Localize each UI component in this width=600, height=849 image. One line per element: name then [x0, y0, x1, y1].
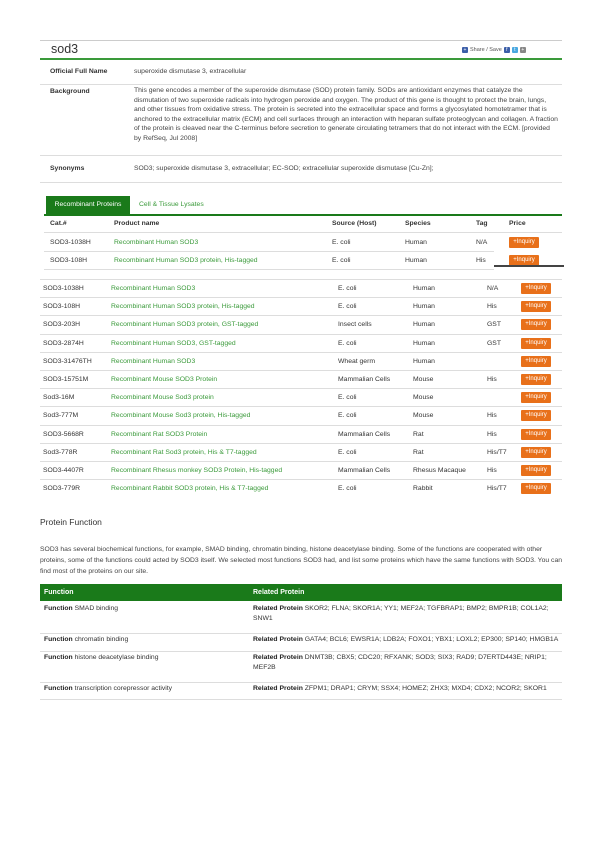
source-host: Mammalian Cells	[338, 430, 391, 438]
table-row	[40, 352, 562, 371]
cat-number: SOD3-108H	[43, 303, 81, 311]
synonyms-row	[40, 157, 562, 183]
function-row	[40, 684, 562, 700]
cat-number: SOD3-5668R	[43, 430, 84, 438]
product-name-link[interactable]: Recombinant Human SOD3 protein, GST-tagged	[111, 321, 259, 329]
tag: GST	[487, 321, 501, 329]
product-name-link[interactable]: Recombinant Human SOD3	[111, 357, 196, 365]
cat-number: SOD3-1038H	[50, 239, 91, 246]
related-cell	[253, 653, 561, 673]
col-function: Function	[44, 589, 74, 596]
related-value: SKOR2; FLNA; SKOR1A; YY1; MEF2A; TGFBRAP1; BMP2; BMPR1B; COL1A2; SNW1	[253, 605, 549, 622]
source-host: E. coli	[332, 257, 351, 264]
background-label: Background	[50, 88, 90, 95]
source-host: E. coli	[338, 285, 357, 292]
tag: His	[487, 467, 497, 474]
tag: N/A	[476, 239, 488, 246]
species: Human	[413, 285, 435, 292]
related-label: Related Protein	[253, 685, 303, 692]
source-host: Mammalian Cells	[338, 376, 391, 383]
product-name-link[interactable]: Recombinant Human SOD3 protein, His-tagged	[114, 257, 258, 264]
species: Human	[413, 339, 435, 347]
related-value: DNMT3B; CBX5; CDC20; RFXANK; SOD3; SIX3; RAD9; D7ERTD443E; NRIP1; MEF2B	[253, 654, 547, 671]
species: Human	[405, 257, 427, 264]
header-rule	[40, 40, 562, 41]
source-host: E. coli	[338, 394, 357, 402]
official-name-row	[40, 62, 562, 85]
source-host: Wheat germ	[338, 357, 376, 365]
page-title: sod3	[51, 42, 79, 56]
inquiry-button[interactable]: +Inquiry	[521, 356, 551, 367]
inquiry-button[interactable]: +Inquiry	[521, 392, 551, 403]
share-label[interactable]: Share / Save	[470, 47, 502, 53]
twitter-icon[interactable]: t	[512, 47, 518, 53]
protein-function-heading: Protein Function	[40, 517, 102, 527]
official-label: Official Full Name	[50, 68, 108, 75]
cat-number: SOD3-2874H	[43, 339, 84, 347]
function-cell	[44, 684, 244, 694]
tag: His	[487, 412, 497, 420]
species: Human	[413, 321, 435, 329]
cat-number: SOD3-15751M	[43, 376, 89, 383]
table-header	[44, 218, 562, 230]
function-label: Function	[44, 636, 73, 643]
title-rule	[40, 58, 562, 60]
table-row	[40, 334, 562, 353]
product-tabs	[44, 196, 562, 216]
function-row	[40, 604, 562, 634]
product-name-link[interactable]: Recombinant Rhesus monkey SOD3 Protein, His-tagged	[111, 467, 283, 474]
col-product: Product name	[114, 220, 160, 227]
table-row	[44, 234, 535, 252]
tag: His/T7	[487, 485, 507, 493]
table-row	[44, 252, 535, 270]
function-label: Function	[44, 654, 73, 661]
product-name-link[interactable]: Recombinant Rat SOD3 Protein	[111, 430, 208, 438]
background-row	[40, 86, 562, 156]
species: Human	[413, 303, 435, 311]
col-source: Source (Host)	[332, 220, 377, 227]
tag: His	[476, 257, 486, 264]
inquiry-button[interactable]: +Inquiry	[521, 429, 551, 440]
tab-recombinant-proteins[interactable]: Recombinant Proteins	[46, 196, 130, 214]
related-cell	[253, 604, 561, 624]
inquiry-button[interactable]: +Inquiry	[521, 319, 551, 330]
tag: His	[487, 303, 497, 311]
function-label: Function	[44, 685, 73, 692]
synonyms-label: Synonyms	[50, 165, 85, 172]
function-cell	[44, 604, 244, 614]
share-icon[interactable]: +	[463, 47, 467, 53]
cat-number: SOD3-1038H	[43, 285, 84, 292]
inquiry-button[interactable]: +Inquiry	[521, 447, 551, 458]
tag: His	[487, 430, 497, 438]
col-related-protein: Related Protein	[253, 589, 305, 596]
table-row	[40, 279, 562, 298]
inquiry-button[interactable]: +Inquiry	[521, 465, 551, 476]
related-cell	[253, 684, 561, 694]
source-host: E. coli	[332, 239, 351, 246]
tag: His	[487, 376, 497, 383]
related-label: Related Protein	[253, 654, 303, 661]
function-row	[40, 653, 562, 683]
related-value: ZFPM1; DRAP1; CRYM; SSX4; HOMEZ; ZHX3; MXD4; CDX2; NCOR2; SKOR1	[304, 685, 547, 692]
background-value: This gene encodes a member of the superoxide dismutase (SOD) protein family. SODs are antioxidant enzymes that catalyze the dismutation of two superoxide radicals into hydrogen peroxide and oxygen. The product of this gene is thought to protect the brain, lungs, and other tissues from oxidative stress. The protein is secreted into the extracellular space and forms a glycosylated homotetramer that is anchored to the extracellular matrix (ECM) and cell surfaces through an interaction with heparan sulfate proteoglycan and collagen. A fraction of the protein is cleaved near the C-terminus before secretion to generate circulating tetramers that do not interact with the ECM. [provided by RefSeq, Jul 2008]	[134, 87, 558, 142]
product-name-link[interactable]: Recombinant Human SOD3	[111, 285, 196, 292]
product-name-link[interactable]: Recombinant Human SOD3 protein, His-tagged	[111, 303, 255, 311]
facebook-icon[interactable]: f	[504, 47, 510, 53]
more-icon[interactable]: +	[521, 47, 525, 53]
official-value: superoxide dismutase 3, extracellular	[134, 68, 247, 75]
function-row	[40, 635, 562, 652]
species: Human	[405, 239, 427, 246]
table-row	[40, 315, 562, 334]
cat-number: SOD3-779R	[43, 485, 81, 493]
source-host: E. coli	[338, 412, 357, 420]
inquiry-button[interactable]: +Inquiry	[521, 410, 551, 421]
col-tag: Tag	[476, 220, 488, 227]
species: Rat	[413, 448, 424, 456]
related-label: Related Protein	[253, 636, 303, 643]
tab-cell-tissue-lysates[interactable]: Cell & Tissue Lysates	[139, 201, 204, 208]
cat-number: SOD3-31476TH	[43, 357, 92, 365]
table-row	[40, 370, 562, 389]
product-name-link[interactable]: Recombinant Rabbit SOD3 protein, His & T7-tagged	[111, 485, 269, 493]
source-host: E. coli	[338, 339, 357, 347]
inquiry-button[interactable]: +Inquiry	[521, 338, 551, 349]
species: Mouse	[413, 394, 434, 402]
tag: GST	[487, 339, 501, 347]
function-value: transcription corepressor activity	[74, 685, 173, 692]
table-row	[40, 479, 562, 498]
table-row	[40, 406, 562, 425]
table-row	[40, 425, 562, 444]
function-cell	[44, 653, 244, 663]
inquiry-button[interactable]: +Inquiry	[509, 255, 539, 266]
related-value: GATA4; BCL6; EWSR1A; LDB2A; FOXO1; YBX1; LOXL2; EP300; SP140; HMGB1A	[304, 636, 559, 643]
function-table-header	[40, 584, 562, 601]
cat-number: SOD3-203H	[43, 321, 81, 329]
inquiry-button[interactable]: +Inquiry	[509, 237, 539, 248]
product-name-link[interactable]: Recombinant Mouse Sod3 protein	[111, 394, 214, 402]
function-cell	[44, 635, 244, 645]
species: Mouse	[413, 412, 434, 420]
table-row	[40, 388, 562, 407]
table-row	[40, 461, 562, 480]
col-species: Species	[405, 220, 431, 227]
product-name-link[interactable]: Recombinant Rat Sod3 protein, His & T7-tagged	[111, 448, 257, 456]
source-host: E. coli	[338, 485, 357, 493]
tag: His/T7	[487, 448, 507, 456]
table-row	[40, 297, 562, 316]
cat-number: Sod3-16M	[43, 394, 75, 402]
function-value: histone deacetylase binding	[74, 654, 159, 661]
product-name-link[interactable]: Recombinant Human SOD3, GST-tagged	[111, 339, 236, 347]
inquiry-button[interactable]: +Inquiry	[521, 301, 551, 312]
table-row	[40, 443, 562, 462]
inquiry-button[interactable]: +Inquiry	[521, 374, 551, 385]
col-cat: Cat.#	[50, 220, 67, 227]
table-overlap-edge	[494, 265, 564, 267]
function-label: Function	[44, 605, 73, 612]
source-host: E. coli	[338, 448, 357, 456]
function-value: SMAD binding	[74, 605, 119, 612]
header-divider	[44, 232, 562, 233]
related-cell	[253, 635, 561, 645]
inquiry-button[interactable]: +Inquiry	[521, 283, 551, 294]
function-value: chromatin binding	[74, 636, 129, 643]
tag: N/A	[487, 285, 499, 292]
protein-function-paragraph: SOD3 has several biochemical functions, for example, SMAD binding, chromatin binding, histone deacetylase binding. Some of the functions are cooperated with other proteins, some of the functions could acted by SOD3 itself. We selected most functions SOD3 had, and list some proteins which have the same functions with SOD3. You can find most of the proteins on our site.	[40, 546, 562, 575]
product-name-link[interactable]: Recombinant Mouse Sod3 protein, His-tagged	[111, 412, 251, 420]
source-host: Insect cells	[338, 321, 372, 329]
synonyms-value: SOD3; superoxide dismutase 3, extracellular; EC-SOD; extracellular superoxide dismutase [Cu-Zn];	[134, 165, 434, 172]
species: Rabbit	[413, 485, 433, 493]
share-widget[interactable]	[462, 47, 526, 53]
species: Rhesus Macaque	[413, 467, 466, 474]
inquiry-button[interactable]: +Inquiry	[521, 483, 551, 494]
product-name-link[interactable]: Recombinant Human SOD3	[114, 239, 199, 246]
related-label: Related Protein	[253, 605, 303, 612]
cat-number: SOD3-108H	[50, 257, 88, 264]
cat-number: SOD3-4407R	[43, 467, 84, 474]
species: Mouse	[413, 376, 434, 383]
product-name-link[interactable]: Recombinant Mouse SOD3 Protein	[111, 376, 218, 383]
source-host: Mammalian Cells	[338, 467, 391, 474]
cat-number: Sod3-777M	[43, 412, 79, 420]
source-host: E. coli	[338, 303, 357, 311]
species: Human	[413, 357, 435, 365]
species: Rat	[413, 430, 424, 438]
cat-number: Sod3-778R	[43, 448, 78, 456]
col-price: Price	[509, 220, 526, 227]
